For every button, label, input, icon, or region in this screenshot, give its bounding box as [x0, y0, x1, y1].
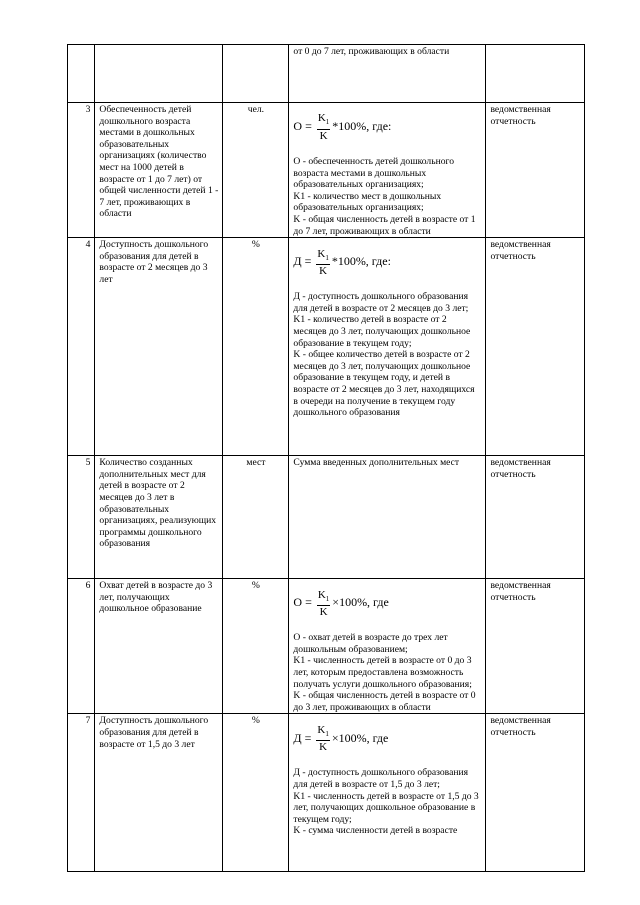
method-line: K - общее количество детей в возрасте от 2 месяцев до 3 лет, получающих дошкольное образование в текущем году, и детей в возрасте от 2 месяцев до 3 лет, находящихся в очереди на получение в текущем году дошкольного образования	[293, 349, 475, 419]
formula-operator: ×100%, где	[331, 730, 389, 745]
formula-fraction	[316, 248, 329, 277]
unit-of-measure: %	[223, 714, 289, 872]
formula	[293, 719, 481, 757]
formula-denominator: K	[319, 264, 328, 277]
data-source: ведомственная отчетность	[486, 714, 585, 872]
indicators-table	[67, 44, 585, 872]
formula-fraction	[317, 112, 330, 141]
method-line: K1 - количество детей в возрасте от 2 месяцев до 3 лет, получающих дошкольное образование в текущем году;	[293, 314, 471, 349]
formula-lhs: Д =	[293, 730, 315, 745]
formula-fraction	[316, 724, 329, 753]
numerator-subscript: 1	[325, 118, 330, 127]
table-row	[68, 456, 585, 579]
formula-denominator: K	[319, 740, 328, 753]
unit-of-measure: %	[223, 238, 289, 456]
formula	[293, 243, 481, 281]
method-line: K1 - численность детей в возрасте от 0 до 3 лет, которым предоставлена возможность получать услуги дошкольного образования;	[293, 655, 472, 690]
method-line: Д - доступность дошкольного образования для детей в возрасте от 1,5 до 3 лет;	[293, 767, 469, 790]
formula-lhs: О =	[293, 595, 315, 610]
indicator-name: Обеспеченность детей дошкольного возраста местами в дошкольных образовательных организациях (количество мест на 1000 детей в возрасте от 1 до 7 лет) от общей численности детей 1 - 7 лет, проживающих в области	[95, 103, 223, 238]
unit-of-measure	[223, 45, 289, 103]
method-line: Д - доступность дошкольного образования для детей в возрасте от 2 месяцев до 3 лет;	[293, 291, 469, 314]
row-number: 7	[68, 714, 95, 872]
table-row	[68, 714, 585, 872]
formula	[293, 108, 481, 146]
numerator-symbol: K	[317, 247, 326, 260]
calculation-method	[289, 714, 486, 872]
calculation-method	[289, 45, 486, 103]
table-row	[68, 238, 585, 456]
method-line: K1 - численность детей в возрасте от 1,5 до 3 лет, получающих дошкольное образование в текущем году;	[293, 790, 479, 825]
formula-numerator	[317, 589, 330, 606]
data-source: ведомственная отчетность	[486, 238, 585, 456]
unit-of-measure: %	[223, 579, 289, 714]
row-number: 3	[68, 103, 95, 238]
indicator-name: Количество созданных дополнительных мест для детей в возрасте от 2 месяцев до 3 лет в образовательных организациях, реализующих программы дошкольного образования	[95, 456, 223, 579]
numerator-symbol: K	[317, 588, 326, 601]
numerator-subscript: 1	[325, 729, 329, 738]
calculation-method	[289, 103, 486, 238]
calculation-method	[289, 238, 486, 456]
unit-of-measure: мест	[223, 456, 289, 579]
unit-of-measure: чел.	[223, 103, 289, 238]
formula-operator: *100%, где:	[332, 119, 392, 134]
row-number	[68, 45, 95, 103]
formula-operator: ×100%, где	[332, 595, 389, 610]
method-line: от 0 до 7 лет, проживающих в области	[293, 46, 450, 57]
method-line: K1 - количество мест в дошкольных образовательных организациях;	[293, 190, 442, 214]
method-line: Сумма введенных дополнительных мест	[293, 457, 460, 469]
formula-denominator: K	[319, 605, 328, 618]
data-source: ведомственная отчетность	[486, 103, 585, 238]
table-row	[68, 45, 585, 103]
indicator-name: Доступность дошкольного образования для детей в возрасте от 2 месяцев до 3 лет	[95, 238, 223, 456]
row-number: 6	[68, 579, 95, 714]
formula-lhs: О =	[293, 119, 315, 134]
formula-numerator	[317, 112, 330, 129]
numerator-symbol: K	[317, 112, 326, 125]
table-row	[68, 103, 585, 238]
method-line: О - обеспеченность детей дошкольного возраста местами в дошкольных образовательных организациях;	[293, 156, 455, 191]
row-number: 4	[68, 238, 95, 456]
numerator-symbol: K	[317, 723, 326, 736]
row-number: 5	[68, 456, 95, 579]
method-line: K - общая численность детей в возрасте от 0 до 3 лет, проживающих в области	[293, 690, 476, 713]
numerator-subscript: 1	[325, 594, 330, 603]
formula-numerator	[316, 724, 329, 741]
table-row	[68, 579, 585, 714]
indicator-name	[95, 45, 223, 103]
numerator-subscript: 1	[325, 253, 329, 262]
indicator-name: Доступность дошкольного образования для детей в возрасте от 1,5 до 3 лет	[95, 714, 223, 872]
formula-numerator	[316, 248, 329, 265]
method-line: K - сумма численности детей в возрасте	[293, 825, 458, 837]
data-source	[486, 45, 585, 103]
indicator-name: Охват детей в возрасте до 3 лет, получающих дошкольное образование	[95, 579, 223, 714]
data-source: ведомственная отчетность	[486, 579, 585, 714]
method-line: О - охват детей в возрасте до трех лет дошкольным образованием;	[293, 632, 448, 655]
formula-operator: *100%, где:	[331, 254, 391, 269]
formula	[293, 584, 481, 622]
formula-fraction	[317, 589, 330, 618]
formula-lhs: Д =	[293, 254, 315, 269]
calculation-method	[289, 579, 486, 714]
formula-denominator: K	[319, 129, 328, 142]
data-source: ведомственная отчетность	[486, 456, 585, 579]
method-line: K - общая численность детей в возрасте от 1 до 7 лет, проживающих в области	[293, 213, 476, 237]
calculation-method	[289, 456, 486, 579]
